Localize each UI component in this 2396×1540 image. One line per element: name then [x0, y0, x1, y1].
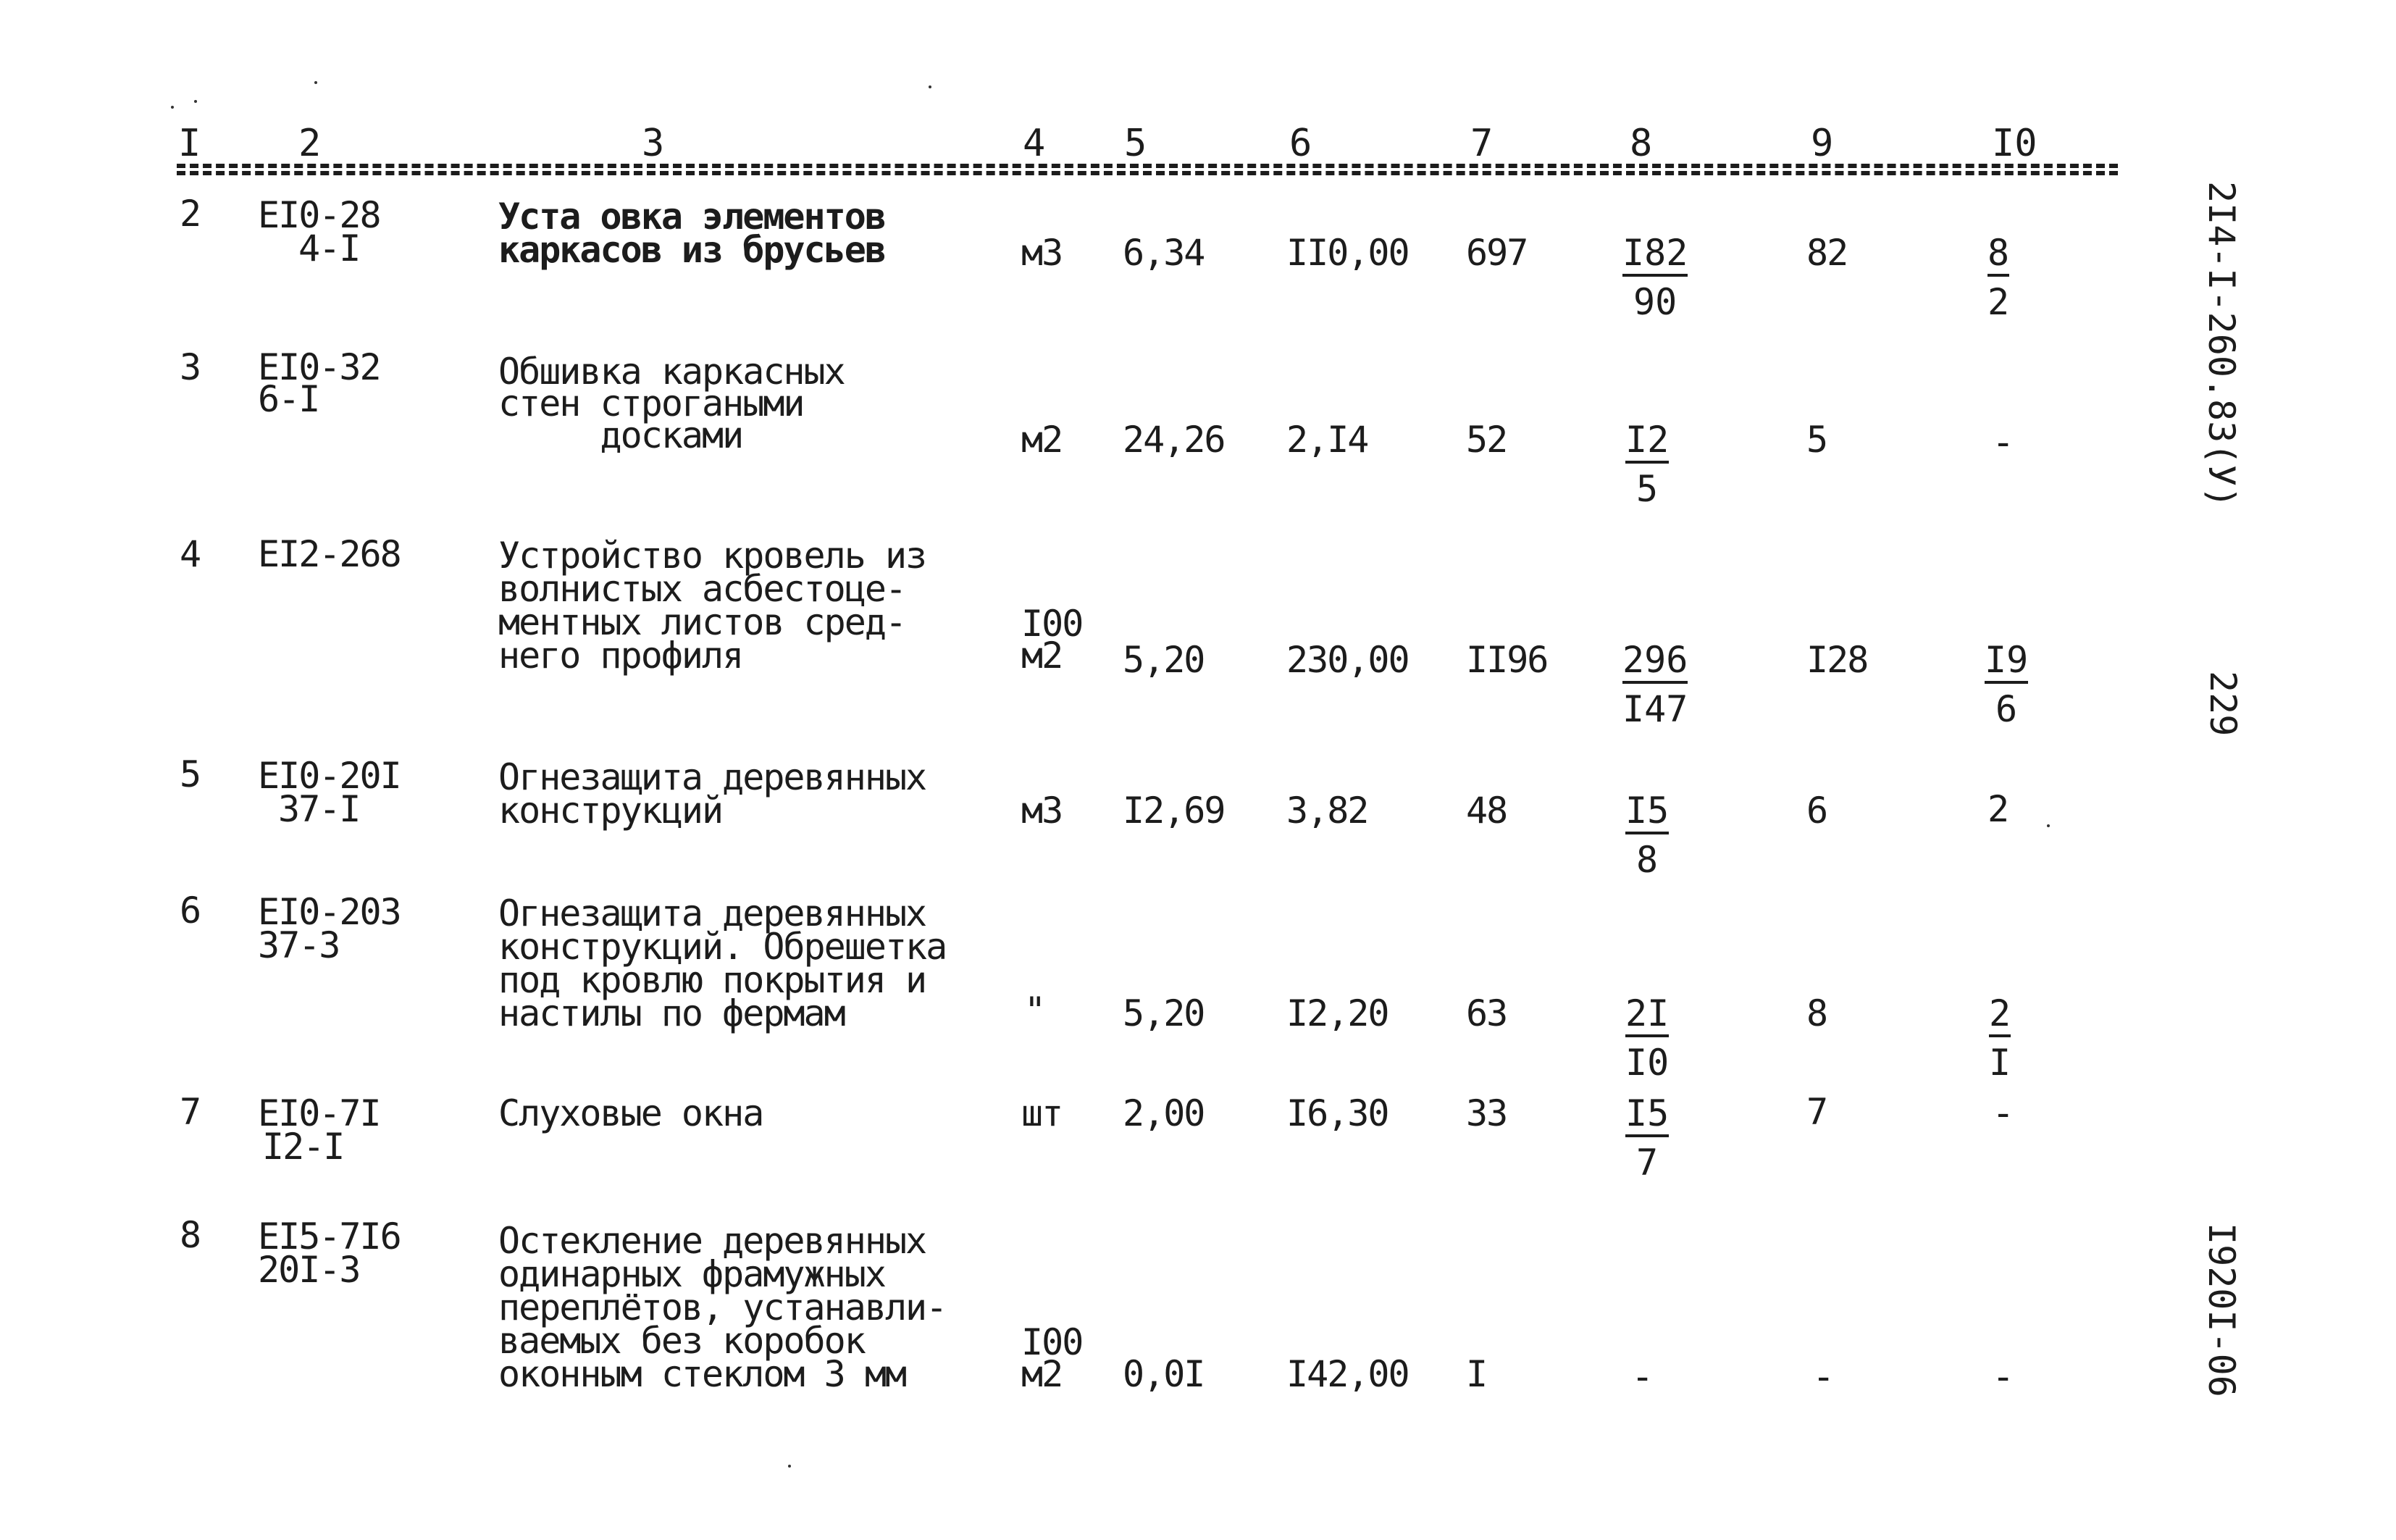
row-number: 5 [180, 753, 201, 795]
column-header-3: 3 [642, 122, 665, 165]
archive-number: I920I-06 [2200, 1223, 2242, 1397]
work-name-line: него профиля [498, 635, 743, 677]
work-name-line: Остекление деревянных [498, 1220, 926, 1262]
quantity: 0,0I [1123, 1353, 1205, 1395]
column-8-value: - [1631, 1355, 1654, 1399]
norm-code-suffix: 4-I [298, 227, 360, 269]
work-name-line: Обшивка каркасных [498, 351, 845, 393]
column-header-1: I [178, 122, 201, 165]
norm-code-suffix: 37-3 [258, 924, 340, 966]
row-number: 3 [180, 346, 201, 388]
work-name-line: стен строгаными [498, 382, 804, 424]
work-name-line: конструкций. Обрешетка [498, 926, 947, 968]
work-name-line: волнистых асбестоце- [498, 568, 906, 610]
scan-speck [194, 100, 197, 103]
fraction-denominator: I [1989, 1042, 2011, 1084]
unit-price: I6,30 [1286, 1092, 1388, 1134]
column-8-fraction [1622, 232, 1688, 323]
unit: м2 [1021, 635, 1063, 677]
fraction-denominator: I0 [1625, 1042, 1670, 1084]
column-8-fraction [1625, 790, 1670, 881]
unit: м3 [1021, 232, 1063, 274]
fraction-denominator: 7 [1636, 1142, 1659, 1184]
total-cost: I [1466, 1353, 1487, 1395]
norm-code-suffix: I2-I [262, 1126, 344, 1168]
header-rule [177, 171, 2118, 175]
column-10-value: - [1992, 1092, 2015, 1135]
row-number: 4 [180, 533, 201, 575]
norm-code-suffix: 6-I [258, 378, 319, 420]
fraction-denominator: 2 [1987, 281, 2010, 323]
work-name-line: одинарных фрамужных [498, 1253, 885, 1295]
work-name-line: Огнезащита деревянных [498, 756, 926, 798]
column-9-value: I28 [1806, 639, 1868, 681]
quantity: 5,20 [1123, 639, 1205, 681]
scan-speck [2047, 824, 2050, 827]
fraction-denominator: I47 [1622, 688, 1688, 730]
unit-price: I42,00 [1286, 1353, 1409, 1395]
norm-code: EI0-203 [258, 891, 401, 933]
norm-code-suffix: 37-I [278, 788, 360, 830]
quantity: 5,20 [1123, 992, 1205, 1034]
fraction-numerator: 2 [1989, 995, 2011, 1037]
column-9-value: 8 [1806, 992, 1827, 1034]
unit: м2 [1021, 1353, 1063, 1395]
column-header-9: 9 [1811, 122, 1834, 165]
fraction-denominator: 90 [1633, 281, 1677, 323]
total-cost: 33 [1466, 1092, 1507, 1134]
column-9-value: - [1812, 1355, 1835, 1399]
fraction-denominator: 8 [1636, 839, 1659, 881]
work-name-line: Уста овка элементов [498, 196, 885, 238]
column-10-fraction [1985, 639, 2029, 730]
scan-speck [314, 81, 317, 84]
work-name-line: досками [498, 414, 743, 456]
column-header-6: 6 [1289, 122, 1312, 165]
column-header-2: 2 [298, 122, 322, 165]
unit-price: I2,20 [1286, 992, 1388, 1034]
scan-speck [929, 85, 931, 88]
column-10-fraction [1989, 992, 2011, 1084]
column-9-value: 7 [1806, 1091, 1827, 1133]
column-9-value: 82 [1806, 232, 1848, 274]
column-header-10: I0 [1992, 122, 2037, 165]
unit-price: II0,00 [1286, 232, 1409, 274]
row-number: 6 [180, 890, 201, 932]
quantity: 2,00 [1123, 1092, 1205, 1134]
norm-code: EI0-20I [258, 755, 401, 797]
row-number: 8 [180, 1214, 201, 1256]
quantity: 24,26 [1123, 419, 1225, 461]
fraction-denominator: 6 [1995, 688, 2018, 730]
column-10-value: - [1992, 421, 2015, 464]
fraction-denominator: 5 [1636, 468, 1659, 510]
norm-code: EI0-7I [258, 1092, 380, 1134]
page-number: 229 [2202, 671, 2244, 737]
work-name-line: Устройство кровель из [498, 535, 926, 577]
unit: м3 [1021, 790, 1063, 832]
norm-code: EI0-32 [258, 346, 380, 388]
fraction-numerator: 2I [1625, 995, 1669, 1037]
unit: м2 [1021, 419, 1063, 461]
column-8-fraction [1625, 992, 1670, 1084]
scan-speck [171, 106, 174, 109]
scan-speck [788, 1465, 791, 1468]
unit-price: 2,I4 [1286, 419, 1368, 461]
work-name-line: оконным стеклом 3 мм [498, 1353, 906, 1395]
column-header-4: 4 [1023, 122, 1046, 165]
fraction-numerator: 296 [1622, 642, 1688, 684]
work-name-line: конструкций [498, 790, 723, 832]
total-cost: 697 [1466, 232, 1528, 274]
column-header-5: 5 [1124, 122, 1147, 165]
column-8-fraction [1625, 419, 1670, 510]
work-name-line: ментных листов сред- [498, 601, 906, 643]
column-10-value: 2 [1987, 788, 2008, 830]
row-number: 7 [180, 1091, 201, 1133]
work-name-line: Слуховые окна [498, 1092, 763, 1134]
column-header-7: 7 [1470, 122, 1494, 165]
column-9-value: 5 [1806, 419, 1827, 461]
column-10-value: - [1992, 1355, 2015, 1399]
norm-code: EI0-28 [258, 194, 380, 236]
total-cost: 48 [1466, 790, 1507, 832]
total-cost: II96 [1466, 639, 1548, 681]
unit-ditto-mark: " [1024, 989, 1045, 1031]
fraction-numerator: I9 [1985, 642, 2028, 684]
quantity: I2,69 [1123, 790, 1225, 832]
header-rule [177, 164, 2118, 168]
column-10-fraction [1987, 232, 2010, 323]
norm-code: EI5-7I6 [258, 1215, 401, 1257]
fraction-numerator: I5 [1625, 1095, 1669, 1137]
total-cost: 63 [1466, 992, 1507, 1034]
work-name-line: под кровлю покрытия и [498, 959, 926, 1001]
quantity: 6,34 [1123, 232, 1205, 274]
total-cost: 52 [1466, 419, 1507, 461]
document-code: 2I4-I-260.83(У) [2200, 181, 2242, 509]
unit-price: 230,00 [1286, 639, 1409, 681]
column-8-fraction [1622, 639, 1688, 730]
work-name-line: ваемых без коробок [498, 1320, 865, 1362]
column-9-value: 6 [1806, 790, 1827, 832]
fraction-numerator: I5 [1625, 792, 1669, 834]
column-8-fraction [1625, 1092, 1670, 1184]
fraction-numerator: 8 [1987, 235, 2009, 277]
fraction-numerator: I82 [1622, 235, 1688, 277]
unit-multiplier: I00 [1021, 603, 1083, 645]
work-name-line: настилы по фермам [498, 992, 845, 1034]
work-name-line: переплётов, устанавли- [498, 1286, 947, 1328]
norm-code-suffix: 20I-3 [258, 1249, 360, 1291]
fraction-numerator: I2 [1625, 422, 1669, 464]
unit: шт [1021, 1092, 1063, 1134]
work-name-line: каркасов из брусьев [498, 229, 885, 271]
column-header-8: 8 [1630, 122, 1653, 165]
unit-price: 3,82 [1286, 790, 1368, 832]
unit-multiplier: I00 [1021, 1321, 1083, 1363]
row-number: 2 [180, 193, 201, 235]
work-name-line: Огнезащита деревянных [498, 892, 926, 934]
norm-code: EI2-268 [258, 533, 401, 575]
